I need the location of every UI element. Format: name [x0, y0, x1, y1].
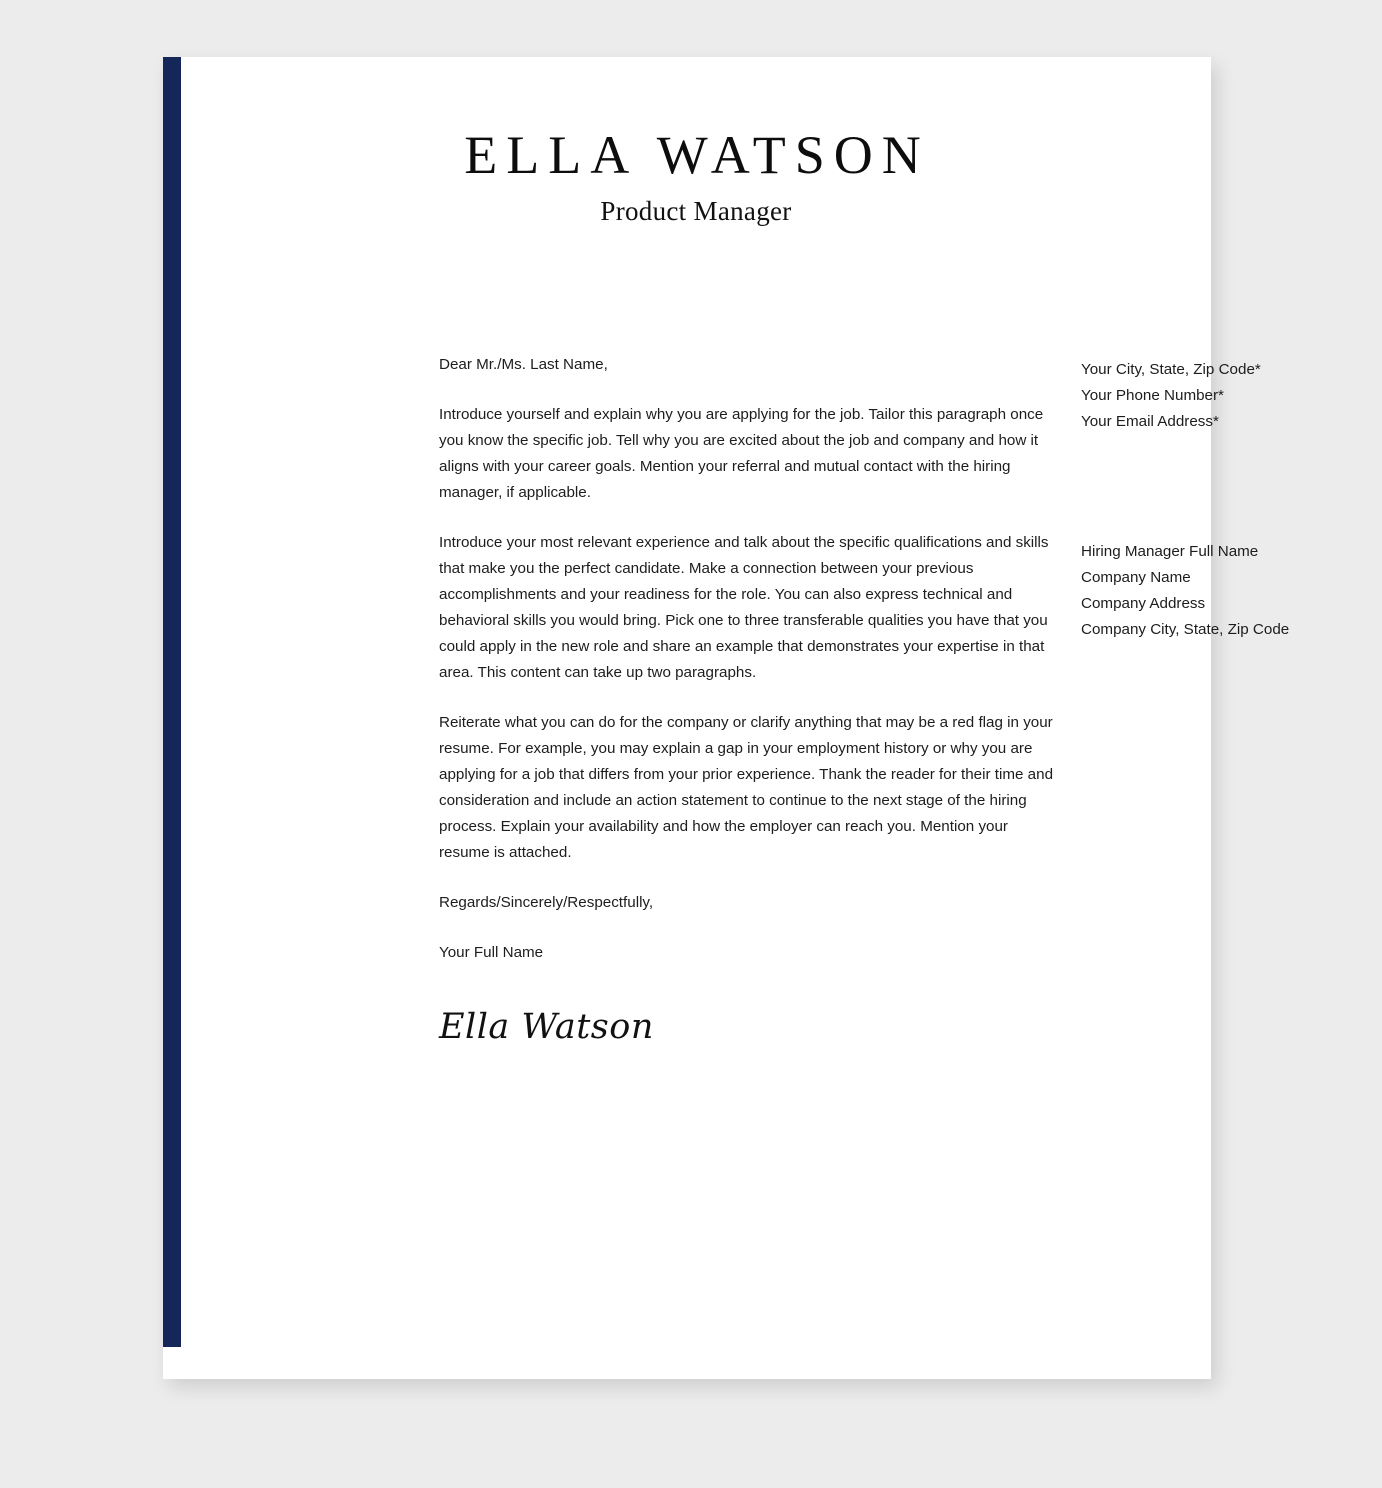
cover-letter-page	[163, 57, 1290, 1379]
document-page-wrapper	[163, 57, 1290, 1379]
sender-contact-line: Your Phone Number*	[1081, 387, 1224, 404]
letter-body	[439, 352, 1059, 1047]
recipient-address-line: Hiring Manager Full Name	[1081, 543, 1259, 560]
candidate-job-title: Product Manager	[600, 195, 792, 226]
recipient-address-line: Company Name	[1081, 569, 1191, 586]
letter-paragraph-1: Introduce yourself and explain why you are applying for the job. Tailor this paragraph once you know the specific job. Tell why you are excited about the job and company and how it aligns with your career goals. Mention your referral and mutual contact with the hiring manager, if applicable.	[439, 406, 1044, 501]
letter-paragraph-2: Introduce your most relevant experience and talk about the specific qualifications and skills that make you the perfect candidate. Make a connection between your previous accomplishments and your readiness for the role. You can also express technical and behavioral skills you would bring. Pick one to three transferable qualities you have that you could apply in the new role and share an example that demonstrates your expertise in that area. This content can take up two paragraphs.	[439, 534, 1049, 681]
letter-salutation: Dear Mr./Ms. Last Name,	[439, 356, 608, 373]
sender-contact-line: Your City, State, Zip Code*	[1081, 361, 1261, 378]
letter-signature: Ella Watson	[439, 1007, 654, 1047]
letter-closing: Regards/Sincerely/Respectfully,	[439, 894, 654, 911]
sender-contact-block	[1081, 357, 1341, 435]
letter-full-name-placeholder: Your Full Name	[439, 944, 544, 961]
recipient-address-line: Company Address	[1081, 595, 1206, 612]
left-accent-bar	[163, 57, 181, 1347]
sender-contact-line: Your Email Address*	[1081, 413, 1219, 430]
letter-paragraph-3: Reiterate what you can do for the company or clarify anything that may be a red flag in your resume. For example, you may explain a gap in your employment history or why you are applying for a job that differs from your prior experience. Thank the reader for their time and consideration and include an action statement to continue to the next stage of the hiring process. Explain your availability and how the employer can reach you. Mention your resume is attached.	[439, 714, 1054, 861]
recipient-address-line: Company City, State, Zip Code	[1081, 621, 1290, 638]
letter-header	[163, 127, 1211, 227]
candidate-name: ELLA WATSON	[464, 125, 930, 185]
contact-column	[1081, 357, 1341, 643]
recipient-address-block	[1081, 539, 1341, 643]
